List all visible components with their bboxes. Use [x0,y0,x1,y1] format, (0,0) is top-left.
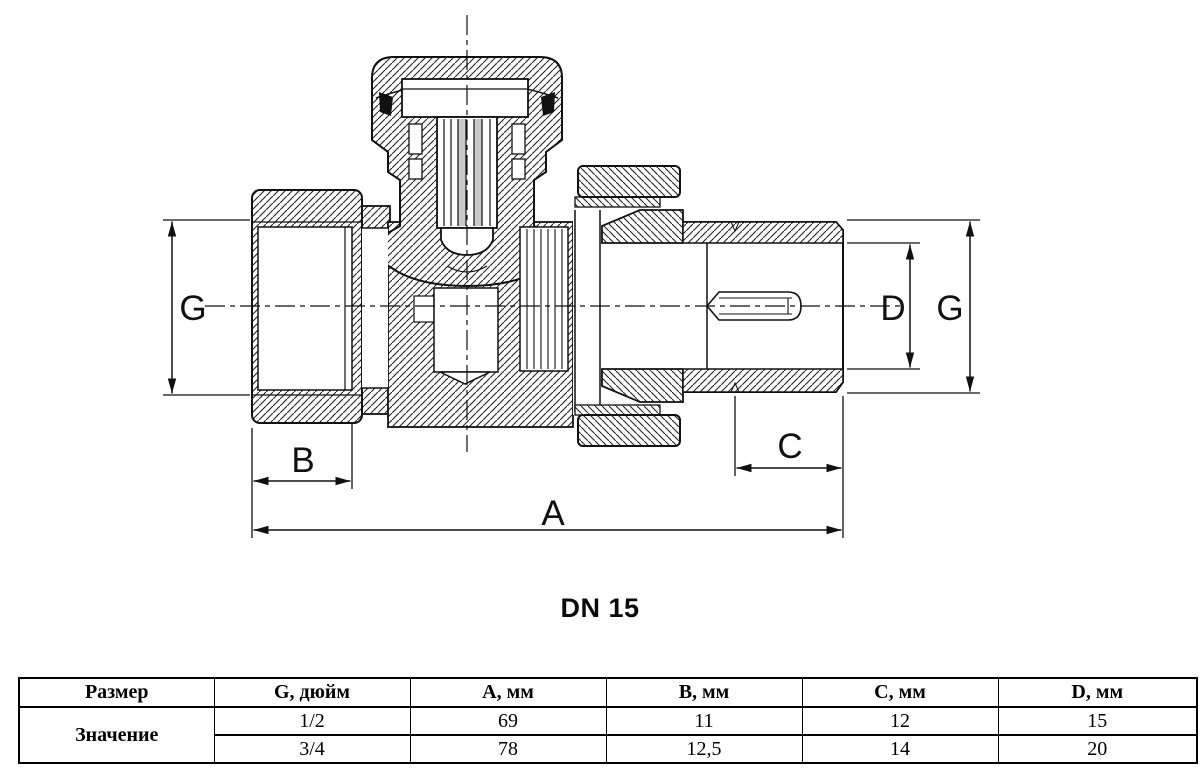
cell-d-2: 20 [998,735,1197,763]
header-b-mm: B, мм [606,678,802,707]
dim-label-d: D [880,289,906,328]
seat-chamber [434,288,498,372]
cell-a-2: 78 [410,735,606,763]
dim-label-c: C [777,427,803,466]
cell-c-1: 12 [802,707,998,735]
cell-g-1: 1/2 [214,707,410,735]
table-row [19,707,1197,735]
female-thread-bore [258,227,352,390]
header-g-inch: G, дюйм [214,678,410,707]
header-c-mm: C, мм [802,678,998,707]
drawing-caption: DN 15 [560,593,640,623]
cell-d-1: 15 [998,707,1197,735]
table-header-row [19,678,1197,707]
cap-top-plate [402,79,528,117]
header-d-mm: D, мм [998,678,1197,707]
dim-label-b: B [291,441,315,480]
cell-b-2: 12,5 [606,735,802,763]
header-size: Размер [19,678,214,707]
dim-label-a: A [541,494,565,533]
dim-label-g-right: G [936,289,964,328]
cell-g-2: 3/4 [214,735,410,763]
row-label-value: Значение [19,707,214,763]
dim-label-g-left: G [179,289,207,328]
cell-c-2: 14 [802,735,998,763]
valve-body-section [252,57,843,446]
cell-a-1: 69 [410,707,606,735]
cell-b-1: 11 [606,707,802,735]
male-thread-end [683,222,843,392]
header-a-mm: A, мм [410,678,606,707]
spec-table [18,677,1198,764]
